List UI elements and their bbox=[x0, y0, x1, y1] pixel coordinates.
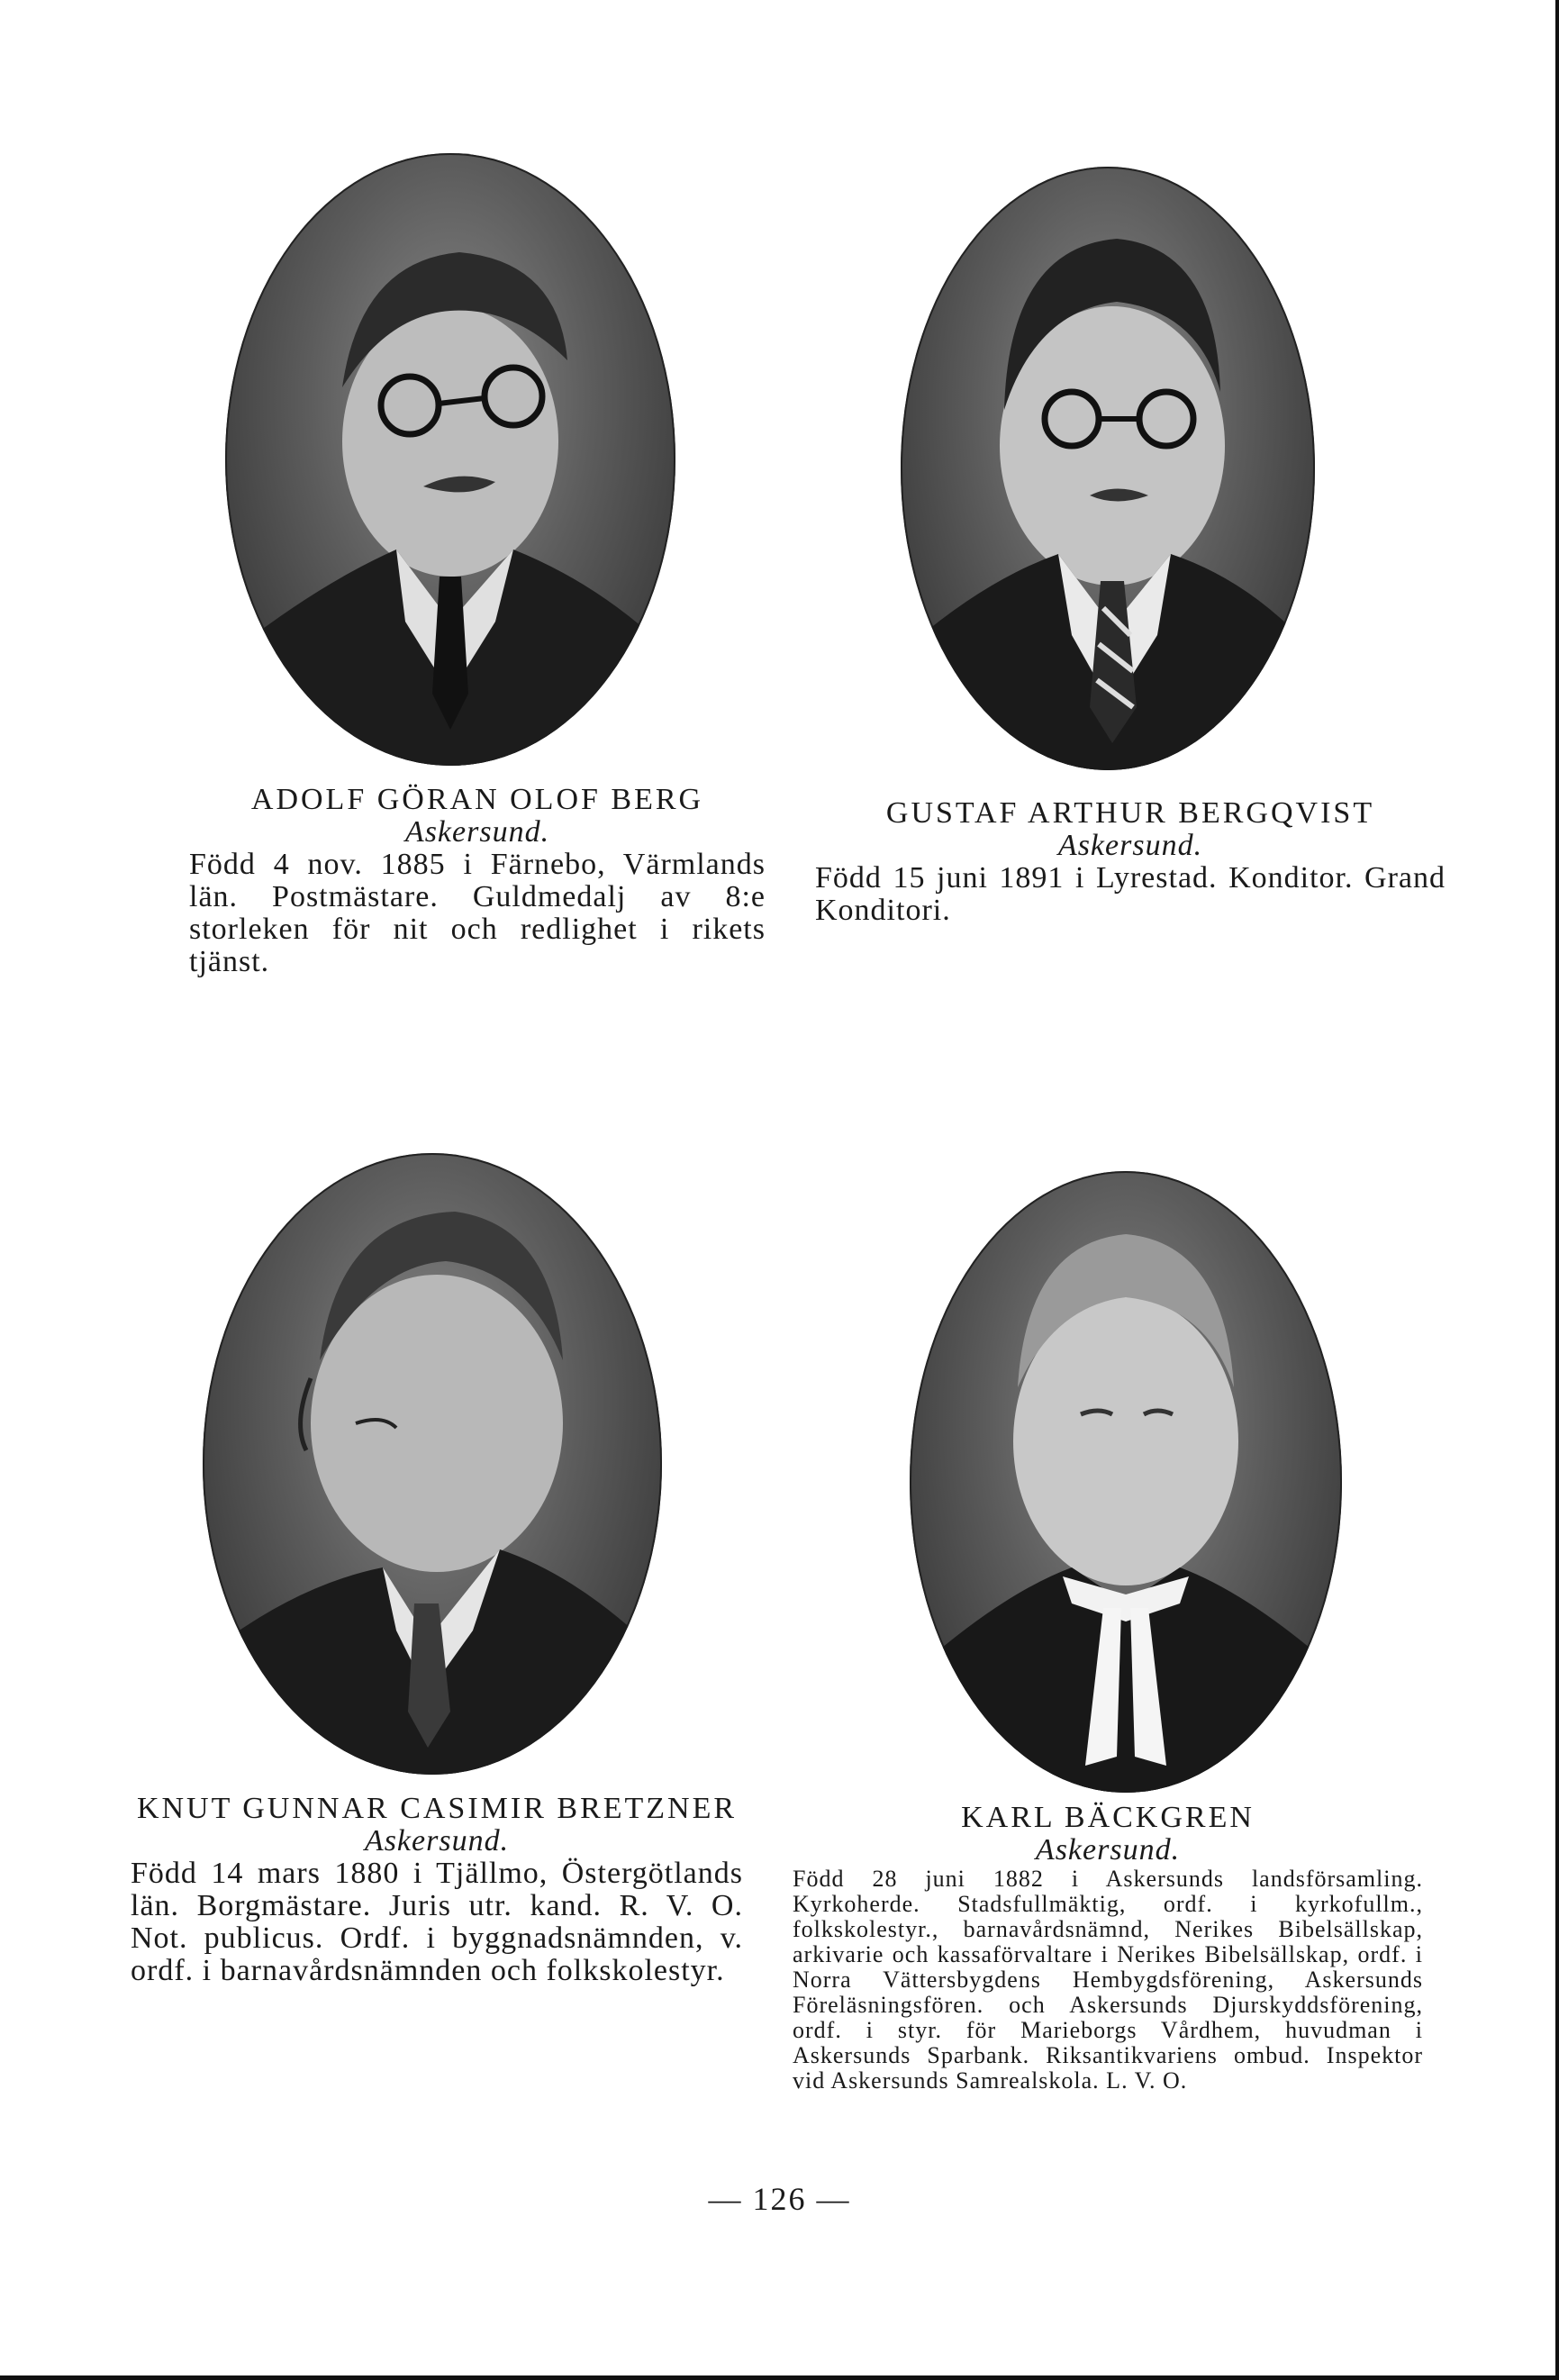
portrait-silhouette-4 bbox=[910, 1171, 1342, 1793]
person-bio: Född 4 nov. 1885 i Färnebo, Värmlands län. Postmästare. Guldmedalj av 8:e storleken för nit och redlighet i rikets tjänst. bbox=[189, 848, 766, 978]
portrait-silhouette-1 bbox=[225, 153, 675, 766]
person-place: Askersund. bbox=[364, 1824, 510, 1858]
caption-knut-bretzner bbox=[131, 1793, 743, 1987]
person-name: KARL BÄCKGREN bbox=[961, 1801, 1255, 1834]
person-name: KNUT GUNNAR CASIMIR BRETZNER bbox=[136, 1792, 738, 1825]
portrait-silhouette-2 bbox=[901, 167, 1315, 770]
portrait-adolf-berg bbox=[225, 153, 675, 766]
person-bio: Född 28 juni 1882 i Askersunds landsförsamling. Kyrkoherde. Stadsfullmäktig, ordf. i kyrkofullm., folkskolestyr., barnavårdsnämnd, Nerikes Bibelsällskap, arkivarie och kassaförvaltare i Nerikes Bibelsällskap, ordf. i Norra Vättersbygdens Hembygdsförening, Askersunds Föreläsningsfören. och Askersunds Djurskyddsförening, ordf. i styr. för Marieborgs Vårdhem, huvudman i Askersunds Sparbank. Riksantikvariens ombud. Inspektor vid Askersunds Samrealskola. L. V. O. bbox=[793, 1866, 1423, 2094]
person-bio: Född 15 juni 1891 i Lyrestad. Konditor. Grand Konditori. bbox=[815, 861, 1446, 927]
bottom-border-line bbox=[0, 2375, 1559, 2380]
person-place: Askersund. bbox=[404, 815, 550, 849]
portrait-knut-bretzner bbox=[203, 1153, 662, 1775]
person-place: Askersund. bbox=[1057, 829, 1203, 862]
portrait-gustaf-bergqvist bbox=[901, 167, 1315, 770]
portrait-karl-backgren bbox=[910, 1171, 1342, 1793]
person-bio: Född 14 mars 1880 i Tjällmo, Östergötlands län. Borgmästare. Juris utr. kand. R. V. O. Not. publicus. Ordf. i byggnadsnämnden, v. ordf. i barnavårdsnämnden och folkskolestyr. bbox=[131, 1857, 743, 1987]
caption-gustaf-bergqvist bbox=[815, 797, 1446, 927]
caption-adolf-berg bbox=[189, 784, 766, 978]
page-number: — 126 — bbox=[708, 2181, 851, 2217]
caption-karl-backgren bbox=[793, 1802, 1423, 2094]
right-border-line bbox=[1555, 0, 1559, 2380]
person-name: GUSTAF ARTHUR BERGQVIST bbox=[885, 796, 1375, 830]
person-place: Askersund. bbox=[1035, 1833, 1181, 1867]
person-name: ADOLF GÖRAN OLOF BERG bbox=[250, 783, 704, 816]
portrait-silhouette-3 bbox=[203, 1153, 662, 1775]
